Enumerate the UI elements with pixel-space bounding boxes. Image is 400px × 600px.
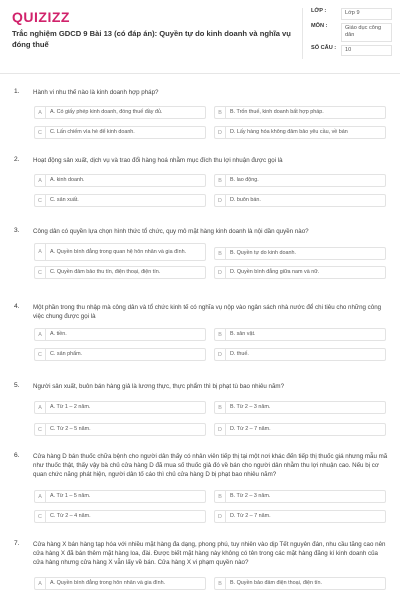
option-letter: C [35, 127, 46, 138]
question-text: Cửa hàng D bán thuốc chữa bệnh cho người dân thấy có nhân viên tiếp thị tại một nơi khác đến tiếp thị thuốc giá nhưng mẫu mã như thuốc thật, thấy vậy bà chủ cửa hàng D đã mua số thuốc giả đó về bán cho người dân nhằm thu lợi nhuận cao. Nếu bị cơ quan chức năng phát hiện, người dân tố cáo thì chủ cửa hàng D bị phạt bao nhiêu năm? [33, 453, 388, 478]
meta-class-label: LỚP : [311, 8, 327, 14]
option-c[interactable] [34, 510, 206, 523]
option-d[interactable] [214, 348, 386, 361]
option-a[interactable] [34, 490, 206, 503]
option-b[interactable] [214, 490, 386, 503]
logo-text: QUIZIZZ [12, 9, 70, 25]
question-text: Người sản xuất, buôn bán hàng giả là lương thực, thực phẩm thì bị phạt tù bao nhiêu năm? [33, 383, 285, 390]
option-letter: D [215, 511, 226, 522]
option-text: D. buôn bán. [230, 197, 261, 203]
option-letter: D [215, 127, 226, 138]
option-c[interactable] [34, 348, 206, 361]
meta-subject [311, 23, 392, 42]
option-letter: D [215, 195, 226, 206]
option-letter: A [35, 107, 46, 118]
option-text: C. Từ 2 – 4 năm. [50, 513, 91, 519]
option-text: C. sản phẩm. [50, 351, 83, 357]
meta-panel [302, 8, 392, 59]
option-letter: A [35, 244, 46, 260]
option-a[interactable] [34, 577, 206, 590]
option-text: D. Từ 2 – 7 năm. [230, 513, 271, 519]
option-text: B. lao động. [230, 177, 259, 183]
option-b[interactable] [214, 577, 386, 590]
option-text: B. sản vật. [230, 331, 256, 337]
meta-count-value: 10 [341, 45, 392, 57]
option-letter: D [215, 267, 226, 278]
question-text: Hoạt động sản xuất, dịch vụ và trao đổi hàng hoá nhằm mục đích thu lợi nhuận được gọi là [33, 157, 283, 164]
option-text: A. kinh doanh. [50, 177, 85, 183]
option-text: C. Quyền đảm bảo thu tín, điện thoại, điện tín. [50, 269, 161, 275]
option-letter: A [35, 329, 46, 340]
option-a[interactable] [34, 328, 206, 341]
option-text: B. Trốn thuế, kinh doanh bất hợp pháp. [230, 109, 324, 115]
meta-subject-value: Giáo dục công dân [341, 23, 392, 42]
option-c[interactable] [34, 194, 206, 207]
meta-class [311, 8, 392, 20]
question-number: 2. [14, 156, 20, 163]
worksheet-header [0, 0, 400, 74]
option-a[interactable] [34, 401, 206, 414]
option-text: D. thuế. [230, 351, 249, 357]
option-text: B. Quyền tự do kinh doanh. [230, 250, 296, 256]
option-letter: B [215, 491, 226, 502]
meta-count-label: SỐ CÂU : [311, 44, 337, 51]
option-d[interactable] [214, 194, 386, 207]
option-b[interactable] [214, 328, 386, 341]
option-b[interactable] [214, 174, 386, 187]
option-text: A. Có giấy phép kinh doanh, đóng thuế đầy đủ. [50, 109, 163, 115]
option-letter: D [215, 424, 226, 435]
option-letter: C [35, 424, 46, 435]
option-d[interactable] [214, 423, 386, 436]
option-letter: A [35, 175, 46, 186]
meta-class-value: Lớp 9 [341, 8, 392, 20]
question-number: 3. [14, 227, 20, 234]
option-letter: B [215, 175, 226, 186]
option-text: D. Từ 2 – 7 năm. [230, 426, 271, 432]
option-letter: B [215, 329, 226, 340]
question-text: Một phần trong thu nhập mà công dân và tổ chức kinh tế có nghĩa vụ nộp vào ngân sách nhà nước để chi tiêu cho những công việc chung được gọi là [33, 304, 382, 320]
option-text: D. Lấy hàng hóa không đảm bảo yêu cầu, về bán [230, 129, 348, 135]
option-letter: A [35, 491, 46, 502]
option-letter: C [35, 511, 46, 522]
option-letter: A [35, 578, 46, 589]
meta-count [311, 45, 392, 57]
option-letter: B [215, 248, 226, 259]
option-text: D. Quyền bình đẳng giữa nam và nữ. [230, 269, 320, 275]
option-c[interactable] [34, 423, 206, 436]
option-text: A. tiền. [50, 331, 67, 337]
option-b[interactable] [214, 106, 386, 119]
question-text: Cửa hàng X bán hàng tạp hóa với nhiều mặt hàng đa dạng, phong phú, tuy nhiên vào dịp Tết nguyên đán, nhu cầu tăng cao nên cửa hàng X đã bán thêm mặt hàng loa, đài. Được biết mặt hàng này không có tên trong các mặt hàng đăng kí kinh doanh của cửa hàng nhưng cửa hàng X vẫn lấy về bán. Cửa hàng X vi phạm quyền nào? [33, 541, 386, 566]
option-a[interactable] [34, 243, 206, 261]
option-text: A. Từ 1 – 5 năm. [50, 493, 91, 499]
question-number: 1. [14, 88, 20, 95]
option-text: A. Quyền bình đẳng trong hôn nhân và gia đình. [50, 580, 166, 586]
option-text: B. Quyền bảo đảm điện thoại, điện tín. [230, 580, 323, 586]
question-number: 4. [14, 303, 20, 310]
option-a[interactable] [34, 106, 206, 119]
option-text: C. sản xuất. [50, 197, 79, 203]
option-d[interactable] [214, 126, 386, 139]
option-text: C. Từ 2 – 5 năm. [50, 426, 91, 432]
question-text: Hành vi nhu thế nào là kinh doanh hợp pháp? [33, 89, 159, 96]
option-letter: D [215, 349, 226, 360]
option-text: A. Từ 1 – 2 năm. [50, 404, 91, 410]
option-b[interactable] [214, 401, 386, 414]
option-letter: C [35, 349, 46, 360]
question-number: 7. [14, 540, 20, 547]
meta-subject-label: MÔN : [311, 22, 328, 29]
option-d[interactable] [214, 266, 386, 279]
option-letter: B [215, 107, 226, 118]
page-title: Trắc nghiệm GDCD 9 Bài 13 (có đáp án): Quyền tự do kinh doanh và nghĩa vụ đóng thuế [12, 29, 291, 49]
question-text: Công dân có quyền lựa chọn hình thức tổ chức, quy mô mặt hàng kinh doanh là nội dần quyền nào? [33, 228, 309, 235]
option-letter: C [35, 195, 46, 206]
option-a[interactable] [34, 174, 206, 187]
option-letter: B [215, 402, 226, 413]
option-letter: B [215, 578, 226, 589]
option-c[interactable] [34, 266, 206, 279]
question-number: 6. [14, 452, 20, 459]
option-text: B. Từ 2 – 3 năm. [230, 404, 271, 410]
quizizz-logo [12, 9, 70, 25]
option-letter: A [35, 402, 46, 413]
option-c[interactable] [34, 126, 206, 139]
option-letter: C [35, 267, 46, 278]
option-text: C. Lấn chiếm vìa hè để kinh doanh. [50, 129, 135, 135]
question-number: 5. [14, 382, 20, 389]
option-d[interactable] [214, 510, 386, 523]
option-text: A. Quyền bình đẳng trong quan hệ hôn nhân và gia đình. [50, 248, 187, 255]
option-text: B. Từ 2 – 3 năm. [230, 493, 271, 499]
option-b[interactable] [214, 247, 386, 260]
